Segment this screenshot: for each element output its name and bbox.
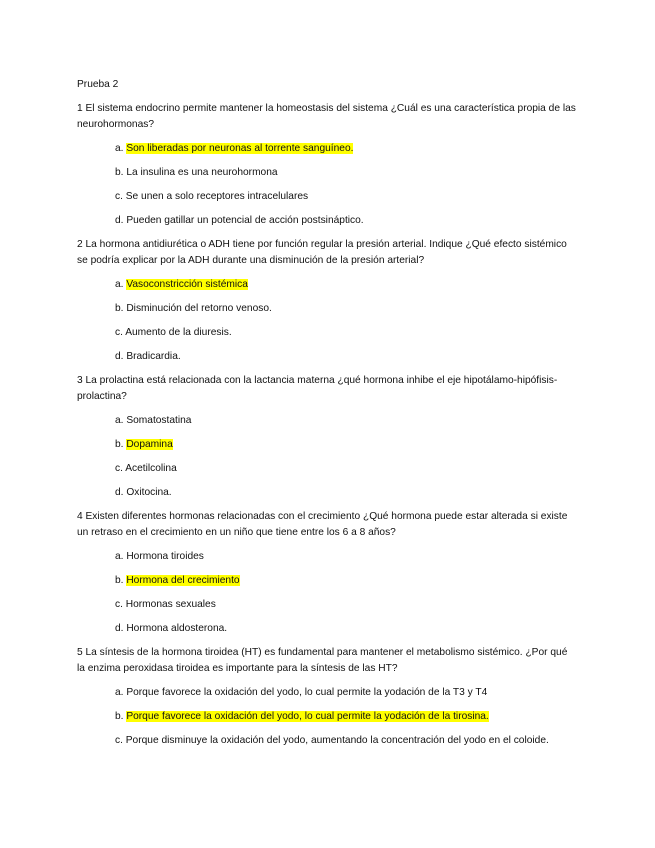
option-prefix: b. (115, 575, 127, 586)
option-text: Oxitocina. (126, 487, 172, 498)
question-3-option-d (115, 486, 172, 500)
question-1-option-d (115, 214, 364, 228)
question-1-option-a (115, 142, 353, 156)
option-prefix: b. (115, 439, 127, 450)
option-prefix: a. (115, 279, 127, 290)
question-5: 5 La síntesis de la hormona tiroidea (HT) es fundamental para mantener el metabolismo sistémico. ¿Por qué la enzima peroxidasa tiroidea es importante para la síntesis de las HT? (77, 647, 568, 674)
option-text-highlighted: Son liberadas por neuronas al torrente sanguíneo. (126, 143, 354, 154)
question-2-option-a (115, 278, 248, 292)
question-5-option-a (115, 686, 487, 700)
option-text: Aumento de la diuresis. (125, 327, 232, 338)
option-text: Bradicardia. (126, 351, 181, 362)
question-3-option-b (115, 438, 173, 452)
question-2-option-d (115, 350, 181, 364)
question-4: 4 Existen diferentes hormonas relacionadas con el crecimiento ¿Qué hormona puede estar alterada si existe un retraso en el crecimiento en un niño que tiene entre los 6 a 8 años? (77, 511, 568, 538)
option-text-highlighted: Vasoconstricción sistémica (126, 279, 248, 290)
option-prefix: a. (115, 687, 127, 698)
question-5-option-c (115, 734, 549, 748)
option-prefix: c. (115, 463, 126, 474)
option-text-highlighted: Porque favorece la oxidación del yodo, lo cual permite la yodación de la tirosina. (126, 711, 489, 722)
option-prefix: c. (115, 735, 126, 746)
option-text: Porque disminuye la oxidación del yodo, aumentando la concentración del yodo en el coloide. (125, 735, 549, 746)
option-text-highlighted: Hormona del crecimiento (126, 575, 240, 586)
question-2: 2 La hormona antidiurética o ADH tiene por función regular la presión arterial. Indique ¿Qué efecto sistémico se podría explicar por la ADH durante una disminución de la presión arterial? (77, 239, 567, 266)
option-prefix: b. (115, 167, 127, 178)
option-prefix: b. (115, 303, 127, 314)
option-text: Pueden gatillar un potencial de acción postsináptico. (126, 215, 364, 226)
option-prefix: b. (115, 711, 127, 722)
option-text: Hormona tiroides (126, 551, 204, 562)
option-text: Se unen a solo receptores intracelulares (125, 191, 309, 202)
option-prefix: a. (115, 415, 127, 426)
question-4-option-d (115, 622, 227, 636)
question-4-option-c (115, 598, 216, 612)
question-1-option-c (115, 190, 308, 204)
question-4-option-b (115, 574, 240, 588)
question-5-option-b (115, 710, 489, 724)
option-text: La insulina es una neurohormona (126, 167, 278, 178)
option-text: Acetilcolina (125, 463, 177, 474)
option-text: Hormonas sexuales (125, 599, 216, 610)
question-4-option-a (115, 550, 204, 564)
option-text: Porque favorece la oxidación del yodo, lo cual permite la yodación de la T3 y T4 (126, 687, 488, 698)
option-prefix: a. (115, 551, 127, 562)
question-3: 3 La prolactina está relacionada con la lactancia materna ¿qué hormona inhibe el eje hipotálamo-hipófisis- prolactina? (77, 375, 558, 402)
option-prefix: c. (115, 327, 126, 338)
option-prefix: c. (115, 191, 126, 202)
option-text-highlighted: Dopamina (126, 439, 173, 450)
question-3-option-a (115, 414, 191, 428)
question-1-option-b (115, 166, 278, 180)
option-prefix: d. (115, 623, 127, 634)
option-prefix: d. (115, 351, 127, 362)
option-text: Somatostatina (126, 415, 192, 426)
option-prefix: c. (115, 599, 126, 610)
question-3-option-c (115, 462, 177, 476)
option-text: Hormona aldosterona. (126, 623, 228, 634)
question-2-option-c (115, 326, 232, 340)
option-text: Disminución del retorno venoso. (126, 303, 272, 314)
question-2-option-b (115, 302, 272, 316)
option-prefix: d. (115, 215, 127, 226)
document-title: Prueba 2 (77, 79, 119, 90)
question-1: 1 El sistema endocrino permite mantener la homeostasis del sistema ¿Cuál es una característica propia de las neurohormonas? (77, 103, 576, 130)
option-prefix: a. (115, 143, 127, 154)
option-prefix: d. (115, 487, 127, 498)
